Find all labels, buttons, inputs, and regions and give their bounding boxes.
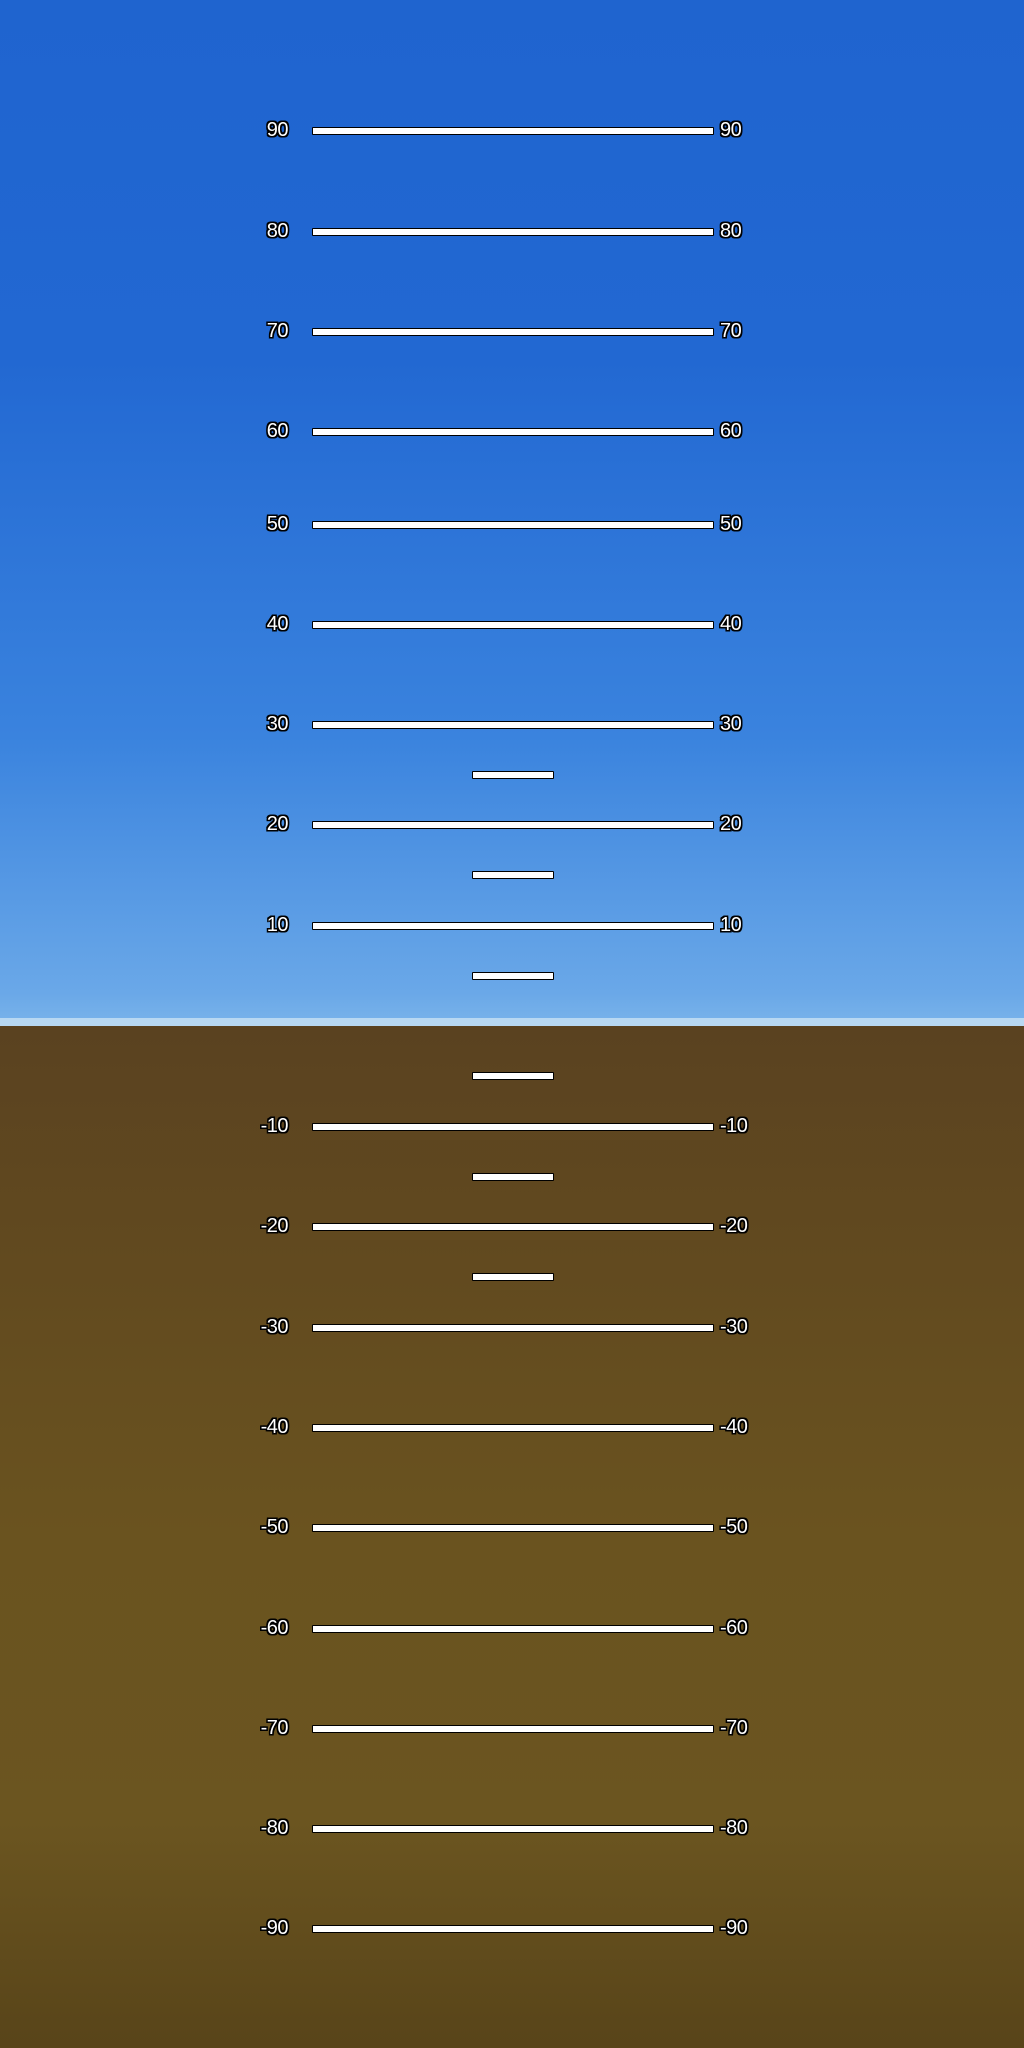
pitch-label-left: 70 — [266, 320, 288, 342]
pitch-label-right: -50 — [720, 1516, 748, 1538]
pitch-label-right: 70 — [720, 320, 742, 342]
pitch-label-left: 50 — [266, 513, 288, 535]
pitch-rung-bar — [312, 428, 714, 436]
pitch-label-right: -60 — [720, 1617, 748, 1639]
pitch-rung-bar — [312, 1925, 714, 1933]
pitch-rung-bar — [472, 1072, 554, 1080]
pitch-rung-bar — [312, 1825, 714, 1833]
pitch-label-right: -90 — [720, 1917, 748, 1939]
pitch-label-left: -50 — [260, 1516, 288, 1538]
pitch-label-right: 80 — [720, 220, 742, 242]
pitch-rung-bar — [312, 1625, 714, 1633]
pitch-rung-bar — [472, 871, 554, 879]
pitch-rung-bar — [472, 771, 554, 779]
pitch-label-left: 20 — [266, 813, 288, 835]
pitch-rung-bar — [472, 972, 554, 980]
pitch-label-right: 90 — [720, 119, 742, 141]
pitch-rung-bar — [312, 1725, 714, 1733]
pitch-rung-bar — [312, 328, 714, 336]
pitch-label-left: -90 — [260, 1917, 288, 1939]
pitch-rung-bar — [312, 1424, 714, 1432]
pitch-label-right: -10 — [720, 1115, 748, 1137]
pitch-rung-bar — [312, 521, 714, 529]
pitch-rung-bar — [312, 1123, 714, 1131]
pitch-label-left: 90 — [266, 119, 288, 141]
pitch-rung-bar — [312, 821, 714, 829]
pitch-label-left: 30 — [266, 713, 288, 735]
pitch-rung-bar — [312, 922, 714, 930]
pitch-rung-bar — [312, 127, 714, 135]
pitch-rung-bar — [472, 1273, 554, 1281]
pitch-rung-bar — [312, 621, 714, 629]
pitch-rung-bar — [312, 1223, 714, 1231]
pitch-label-left: -80 — [260, 1817, 288, 1839]
pitch-label-left: -20 — [260, 1215, 288, 1237]
pitch-label-right: -40 — [720, 1416, 748, 1438]
pitch-label-right: -70 — [720, 1717, 748, 1739]
pitch-label-left: 10 — [266, 914, 288, 936]
pitch-label-left: -70 — [260, 1717, 288, 1739]
pitch-label-left: 40 — [266, 613, 288, 635]
pitch-label-left: 80 — [266, 220, 288, 242]
pitch-label-right: 60 — [720, 420, 742, 442]
pitch-label-right: 50 — [720, 513, 742, 535]
pitch-label-left: 60 — [266, 420, 288, 442]
pitch-rung-bar — [312, 1524, 714, 1532]
pitch-label-right: 40 — [720, 613, 742, 635]
pitch-rung-bar — [472, 1173, 554, 1181]
pitch-label-right: -80 — [720, 1817, 748, 1839]
pitch-label-left: -40 — [260, 1416, 288, 1438]
pitch-label-left: -10 — [260, 1115, 288, 1137]
pitch-label-right: 10 — [720, 914, 742, 936]
pitch-rung-bar — [312, 721, 714, 729]
pitch-label-right: -30 — [720, 1316, 748, 1338]
pitch-label-right: 30 — [720, 713, 742, 735]
pitch-label-right: -20 — [720, 1215, 748, 1237]
pitch-rung-bar — [312, 1324, 714, 1332]
pitch-label-right: 20 — [720, 813, 742, 835]
pitch-rung-bar — [312, 228, 714, 236]
pitch-label-left: -30 — [260, 1316, 288, 1338]
pitch-label-left: -60 — [260, 1617, 288, 1639]
